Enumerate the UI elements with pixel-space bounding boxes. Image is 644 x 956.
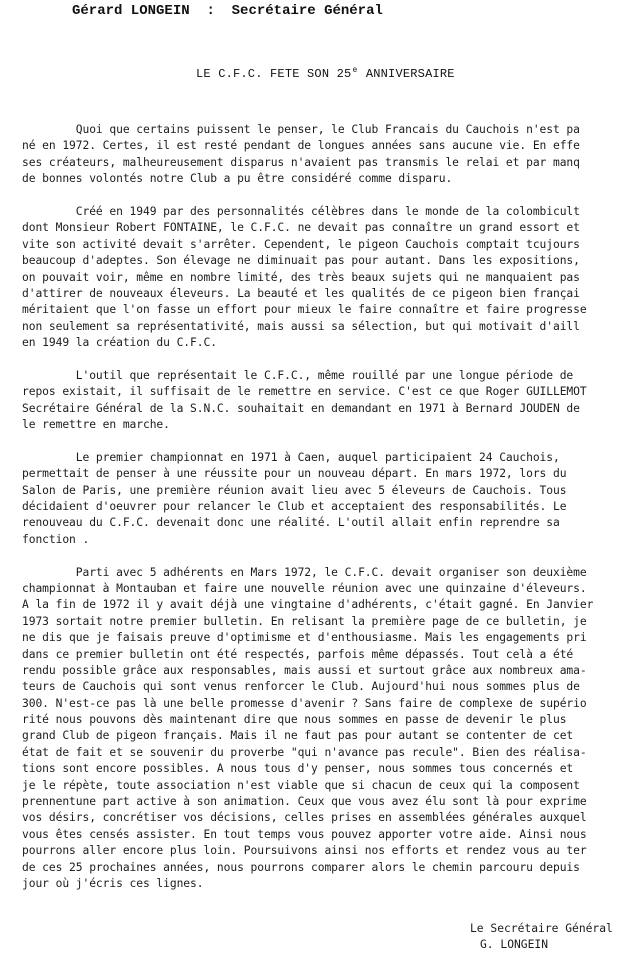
text-line: état de fait et se souvenir du proverbe "qui n'avance pas recule". Bien des réalisa- [22, 745, 587, 759]
document-title [196, 66, 496, 84]
header-separator: : [206, 3, 215, 19]
text-line: Secrétaire Général de la S.N.C. souhaitait en demandant en 1971 à Bernard JOUDEN de [22, 401, 580, 415]
paragraph-growth [22, 565, 642, 893]
text-line: rendu possible grâce aux responsables, mais aussi et surtout grâce aux nombreux ama- [22, 663, 587, 677]
title-superscript: e [352, 66, 358, 75]
text-line: ne dis que je faisais preuve d'optimisme et d'enthousiasme. Mais les engagements pri [22, 631, 587, 645]
text-line: fonction . [22, 532, 90, 546]
text-line: on pouvait voir, même en nombre limité, des très beaux sujets qui ne manquaient pas [22, 270, 580, 284]
text-line: L'outil que représentait le C.F.C., même rouillé par une longue période de [22, 368, 574, 382]
text-line: d'attirer de nouveaux éleveurs. La beauté et les qualités de ce pigeon bien françai [22, 286, 580, 300]
author-role: Secrétaire Général [231, 3, 383, 19]
text-line: Quoi que certains puissent le penser, le Club Francais du Cauchois n'est pa [22, 123, 580, 136]
text-line: grand Club de pigeon français. Mais il ne faut pas pour autant se contenter de cet [22, 729, 574, 743]
text-line: pourrons aller encore plus loin. Poursuivons ainsi nos efforts et rendez vous au ter [22, 844, 587, 858]
text-line: dont Monsieur Robert FONTAINE, le C.F.C. ne devait pas connaître un grand essort et [22, 221, 580, 235]
text-line: prennentune part active à son animation. Ceux que vous avez élu sont là pour exprime [22, 795, 587, 809]
text-line: le remettre en marche. [22, 418, 170, 432]
text-line: méritaient que l'on fasse un effort pour mieux le faire connaître et faire progresse [22, 303, 587, 317]
text-line: décidaient d'oeuvrer pour relancer le Club et acceptaient des responsabilités. Le [22, 499, 567, 513]
text-line: vos désirs, concrétiser vos décisions, celles prises en assemblées générales auxquel [22, 811, 587, 825]
text-line: vous êtes censés assister. En tout temps vous pouvez apporter votre aide. Ainsi nous [22, 827, 587, 841]
text-line: Créé en 1949 par des personnalités célèbres dans le monde de la colombicult [22, 204, 580, 218]
text-line: 1973 sortait notre premier bulletin. En relisant la première page de ce bulletin, je [22, 614, 587, 628]
text-line: dans ce premier bulletin ont été respectés, parfois même dépassés. Tout celà a été [22, 647, 574, 661]
article-body [22, 122, 642, 892]
author-name: Gérard LONGEIN [72, 3, 190, 19]
page-header [72, 2, 632, 20]
paragraph-championship [22, 450, 642, 548]
text-line: jour où j'écris ces lignes. [22, 876, 204, 890]
signature-block [470, 921, 640, 953]
text-line: A la fin de 1972 il y avait déjà une vingtaine d'adhérents, c'était gagné. En Janvier [22, 598, 594, 612]
text-line: renouveau du C.F.C. devenait donc une réalité. L'outil allait enfin reprendre sa [22, 516, 560, 530]
signature-name: G. LONGEIN [480, 938, 549, 951]
text-line: vite son activité devait s'arrêter. Cependent, le pigeon Cauchois comptait tcujours [22, 237, 580, 251]
text-line: non seulement sa représentativité, mais aussi sa sélection, but qui motivait d'aill [22, 319, 580, 333]
text-line: de ces 25 prochaines années, nous pourrons comparer alors le chemin parcouru depuis [22, 860, 580, 874]
text-line: Parti avec 5 adhérents en Mars 1972, le C.F.C. devait organiser son deuxième [22, 565, 587, 579]
text-line: de bonnes volontés notre Club a pu être considéré comme disparu. [22, 172, 453, 186]
text-line: rité nous pouvons dès maintenant dire que nous sommes en passe de devenir le plus [22, 713, 567, 727]
text-line: Salon de Paris, une première réunion avait lieu avec 5 éleveurs de Cauchois. Tous [22, 483, 567, 497]
text-line: en 1949 la création du C.F.C. [22, 336, 217, 350]
text-line: teurs de Cauchois qui sont venus renforcer le Club. Aujourd'hui nous sommes plus de [22, 680, 580, 694]
text-line: beaucoup d'adeptes. Son élevage ne diminuait pas pour autant. Dans les expositions, [22, 254, 580, 268]
text-line: né en 1972. Certes, il est resté pendant de longues années sans aucune vie. En effe [22, 139, 580, 153]
text-line: 300. N'est-ce pas là une belle promesse d'avenir ? Sans faire de complexe de supério [22, 696, 587, 710]
text-line: permettait de penser à une réussite pour un nouveau départ. En mars 1972, lors du [22, 467, 567, 481]
text-line: championnat à Montauban et faire une nouvelle réunion avec une quinzaine d'éleveurs. [22, 581, 587, 595]
text-line: ses créateurs, malheureusement disparus n'avaient pas transmis le relai et par manq [22, 155, 580, 169]
title-tail: ANNIVERSAIRE [358, 67, 455, 81]
title-main: LE C.F.C. FETE SON 25 [196, 67, 352, 81]
paragraph-intro [22, 122, 642, 188]
paragraph-history [22, 204, 642, 352]
text-line: je le répète, toute association n'est viable que si chacun de ceux qui la composent [22, 778, 580, 792]
text-line: tions sont encore possibles. A nous tous d'y penser, nous sommes tous concernés et [22, 762, 574, 776]
text-line: Le premier championnat en 1971 à Caen, auquel participaient 24 Cauchois, [22, 450, 560, 464]
paragraph-revival [22, 368, 642, 434]
text-line: repos existait, il suffisait de le remettre en service. C'est ce que Roger GUILLEMOT [22, 385, 587, 399]
signature-title: Le Secrétaire Général [470, 922, 613, 935]
